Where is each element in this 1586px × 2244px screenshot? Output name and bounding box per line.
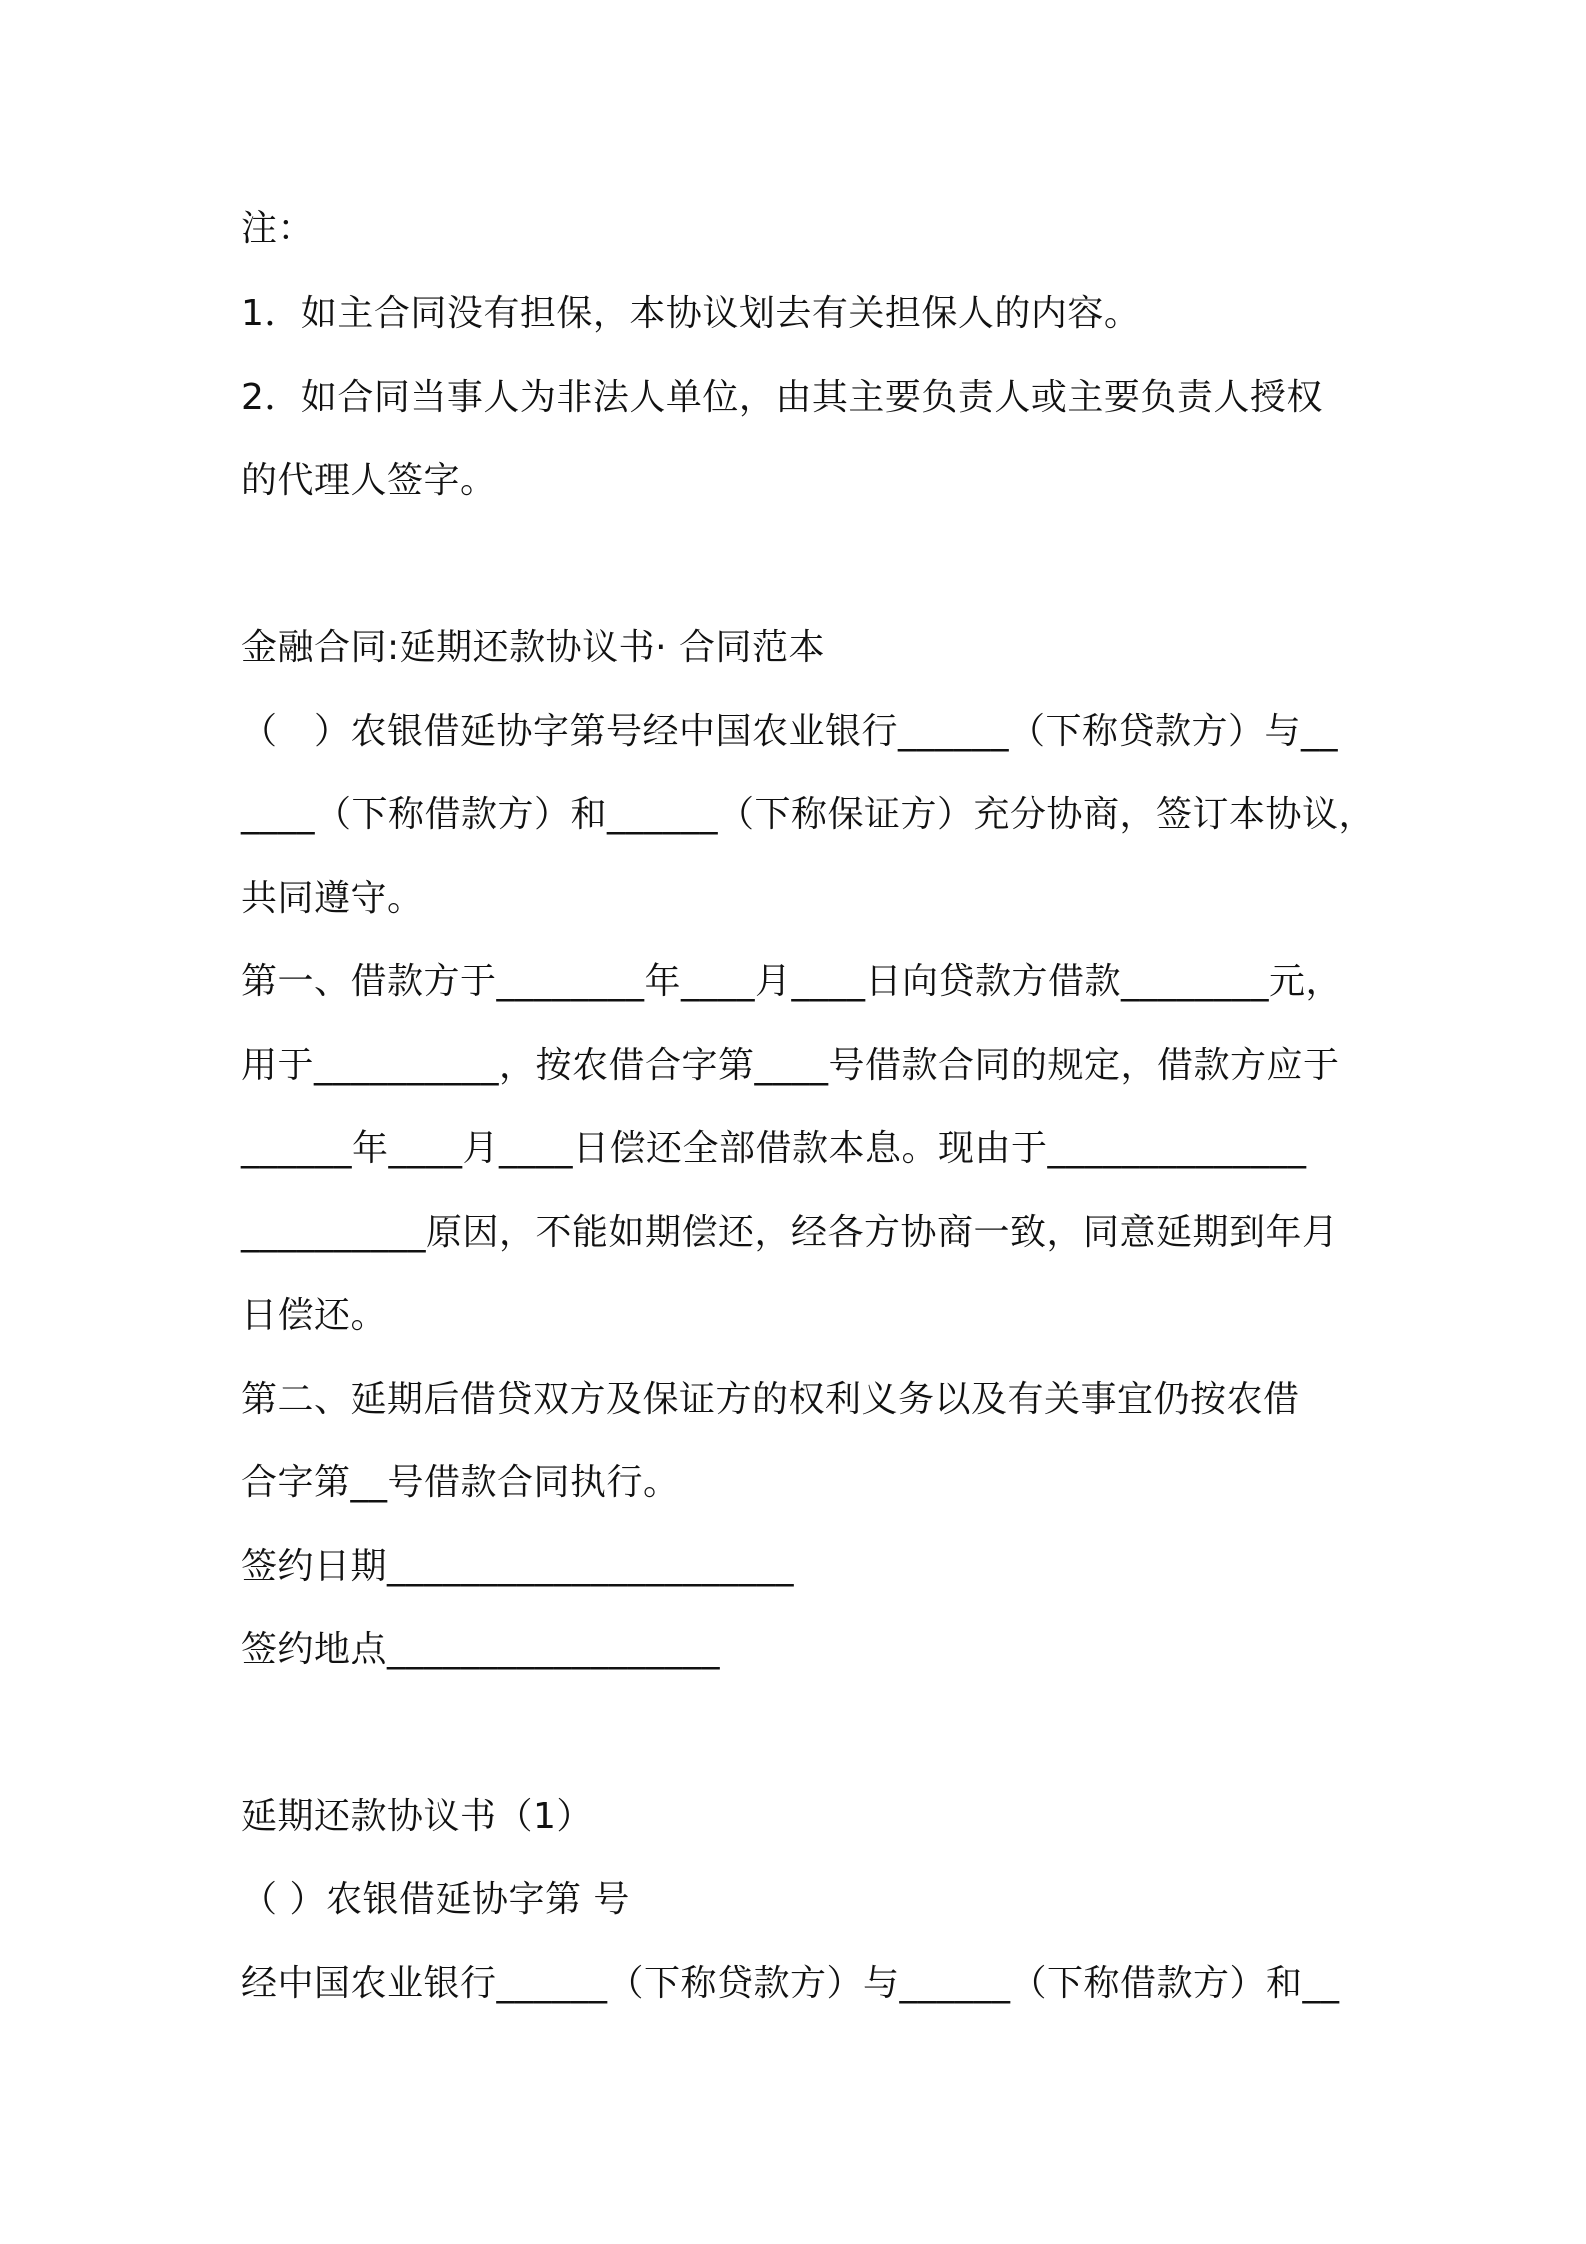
section-1-intro-line-3: 共同遵守。	[241, 878, 424, 919]
article-1-line-5: 日偿还。	[241, 1295, 388, 1336]
signing-place-field: 签约地点__________________	[241, 1629, 721, 1670]
note-heading: 注：	[241, 208, 315, 249]
article-1-line-1: 第一、借款方于________年____月____日向贷款方借款________元，	[241, 961, 1343, 1002]
article-2-line-2: 合字第__号借款合同执行。	[241, 1462, 680, 1503]
article-1-line-4: __________原因，不能如期偿还，经各方协商一致，同意延期到年月	[241, 1212, 1339, 1253]
section-1-intro-line-2: ____（下称借款方）和______（下称保证方）充分协商，签订本协议，	[241, 794, 1376, 835]
article-1-line-2: 用于__________，按农借合字第____号借款合同的规定，借款方应于	[241, 1045, 1340, 1086]
note-item-2-line-2: 的代理人签字。	[241, 460, 497, 501]
section-2-reference: （ ）农银借延协字第 号	[241, 1879, 630, 1920]
article-1-line-3: ______年____月____日偿还全部借款本息。现由于______________	[241, 1128, 1307, 1169]
section-1-title: 金融合同:延期还款协议书· 合同范本	[241, 627, 826, 668]
section-2-title: 延期还款协议书（1）	[241, 1796, 593, 1837]
signing-date-field: 签约日期______________________	[241, 1546, 795, 1587]
note-item-1: 1．如主合同没有担保，本协议划去有关担保人的内容。	[241, 293, 1141, 334]
note-item-2-line-1: 2．如合同当事人为非法人单位，由其主要负责人或主要负责人授权	[241, 377, 1323, 418]
section-1-intro-line-1: （ ）农银借延协字第号经中国农业银行______（下称贷款方）与__	[241, 711, 1339, 752]
article-2-line-1: 第二、延期后借贷双方及保证方的权利义务以及有关事宜仍按农借	[241, 1379, 1300, 1420]
section-2-intro-line-1: 经中国农业银行______（下称贷款方）与______（下称借款方）和__	[241, 1963, 1340, 2004]
